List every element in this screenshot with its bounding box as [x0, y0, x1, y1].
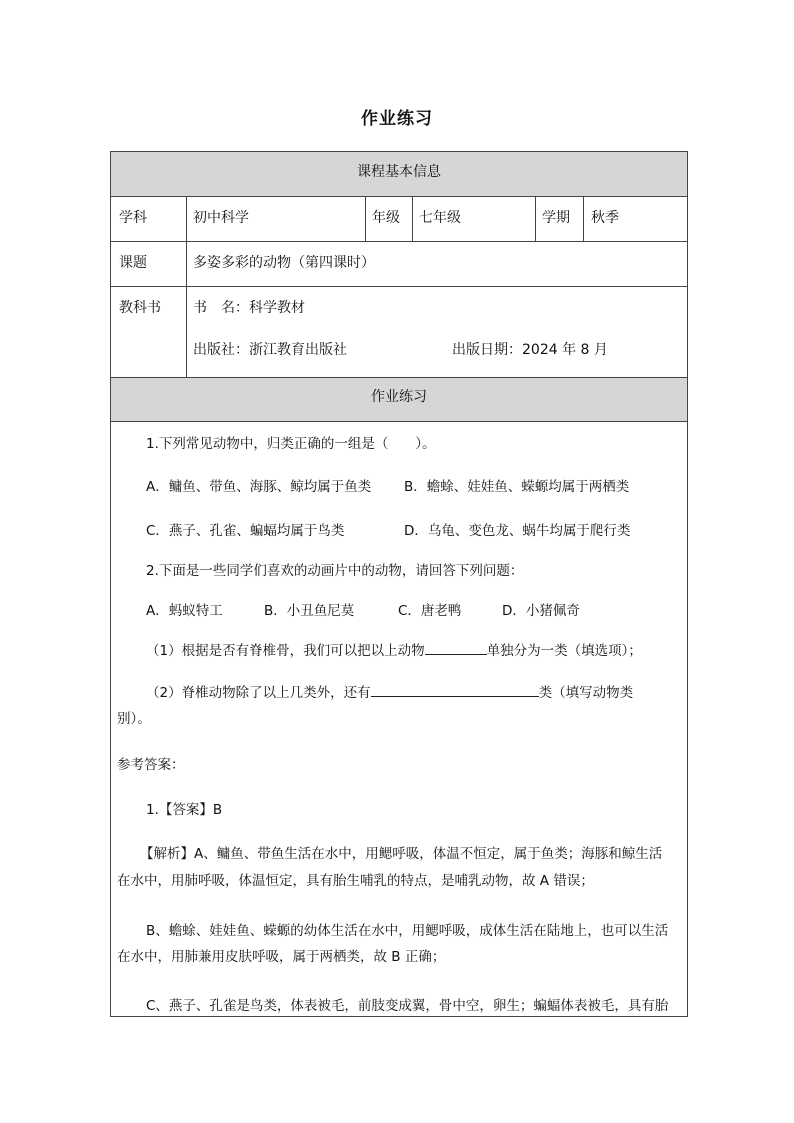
- q2-sub1-text-after: 单独分为一类（填选项）；: [486, 643, 642, 659]
- homework-table: [110, 151, 688, 1017]
- publish-date: 出版日期：2024 年 8 月: [452, 342, 608, 358]
- subject-grade-term-row: [111, 197, 687, 242]
- answer-1-c-line-1: C、燕子、孔雀是鸟类，体表被毛，前肢变成翼，骨中空，卵生；蝙蝠体表被毛，具有胎: [146, 998, 669, 1014]
- subject-label: 学科: [119, 210, 147, 226]
- q2-stem: 2.下面是一些同学们喜欢的动画片中的动物，请回答下列问题：: [146, 563, 524, 579]
- book-name: 书 名：科学教材: [193, 300, 305, 316]
- answer-1-analysis-line-1: 【解析】A、鳙鱼、带鱼生活在水中，用鳃呼吸，体温不恒定，属于鱼类；海豚和鲸生活: [140, 846, 663, 862]
- homework-header-row: [111, 378, 687, 422]
- homework-header: 作业练习: [371, 389, 427, 405]
- course-info-header: 课程基本信息: [357, 164, 441, 180]
- term-label-cell: [536, 197, 584, 241]
- grade-label: 年级: [372, 210, 400, 226]
- q1-option-b: B．蟾蜍、娃娃鱼、蝾螈均属于两栖类: [404, 479, 630, 495]
- q2-sub2-text-before: （2）脊椎动物除了以上几类外，还有: [146, 685, 371, 701]
- grade-value-cell: [413, 197, 536, 241]
- topic-value: 多姿多彩的动物（第四课时）: [193, 255, 375, 271]
- topic-label-cell: [111, 242, 187, 286]
- answer-1-b-line-1: B、蟾蜍、娃娃鱼、蝾螈的幼体生活在水中，用鳃呼吸，成体生活在陆地上，也可以生活: [146, 923, 669, 939]
- subject-value: 初中科学: [193, 210, 249, 226]
- document-title: 作业练习: [361, 109, 433, 129]
- textbook-label: 教科书: [119, 300, 161, 316]
- q2-sub2: [146, 681, 633, 701]
- grade-label-cell: [366, 197, 413, 241]
- q2-option-a: A．蚂蚁特工: [146, 603, 223, 619]
- q2-option-d: D．小猪佩奇: [502, 603, 580, 619]
- topic-label: 课题: [119, 255, 147, 271]
- term-label: 学期: [542, 210, 570, 226]
- answer-1-title: 1.【答案】B: [146, 802, 223, 818]
- answer-heading: 参考答案：: [117, 757, 185, 773]
- course-info-header-row: [111, 152, 687, 197]
- answer-1-b-line-2: 在水中，用肺兼用皮肤呼吸，属于两栖类，故 B 正确；: [117, 949, 446, 965]
- q2-option-c: C．唐老鸭: [398, 603, 462, 619]
- q2-sub1-text-before: （1）根据是否有脊椎骨，我们可以把以上动物: [146, 643, 425, 659]
- textbook-label-cell: [111, 287, 187, 377]
- q1-stem: 1.下列常见动物中，归类正确的一组是（ ）。: [146, 436, 436, 452]
- q2-sub2-text-after: 类（填写动物类: [538, 685, 634, 701]
- q2-sub1: [146, 639, 642, 659]
- q2-sub2-blank: [371, 682, 539, 697]
- answer-1-analysis-line-2: 在水中，用肺呼吸，体温恒定，具有胎生哺乳的特点，是哺乳动物，故 A 错误；: [117, 873, 594, 889]
- q2-sub2-wrap: 别）。: [117, 711, 151, 727]
- q1-option-c: C．燕子、孔雀、蝙蝠均属于鸟类: [146, 523, 345, 539]
- topic-row: [111, 242, 687, 287]
- q2-option-b: B．小丑鱼尼莫: [264, 603, 355, 619]
- textbook-row: [111, 287, 687, 378]
- subject-value-cell: [187, 197, 366, 241]
- q1-option-d: D．乌龟、变色龙、蜗牛均属于爬行类: [404, 523, 631, 539]
- q1-option-a: A．鳙鱼、带鱼、海豚、鲸均属于鱼类: [146, 479, 372, 495]
- q2-sub1-blank: [425, 640, 487, 655]
- publisher: 出版社：浙江教育出版社: [193, 342, 347, 358]
- subject-label-cell: [111, 197, 187, 241]
- term-value: 秋季: [591, 210, 619, 226]
- grade-value: 七年级: [419, 210, 461, 226]
